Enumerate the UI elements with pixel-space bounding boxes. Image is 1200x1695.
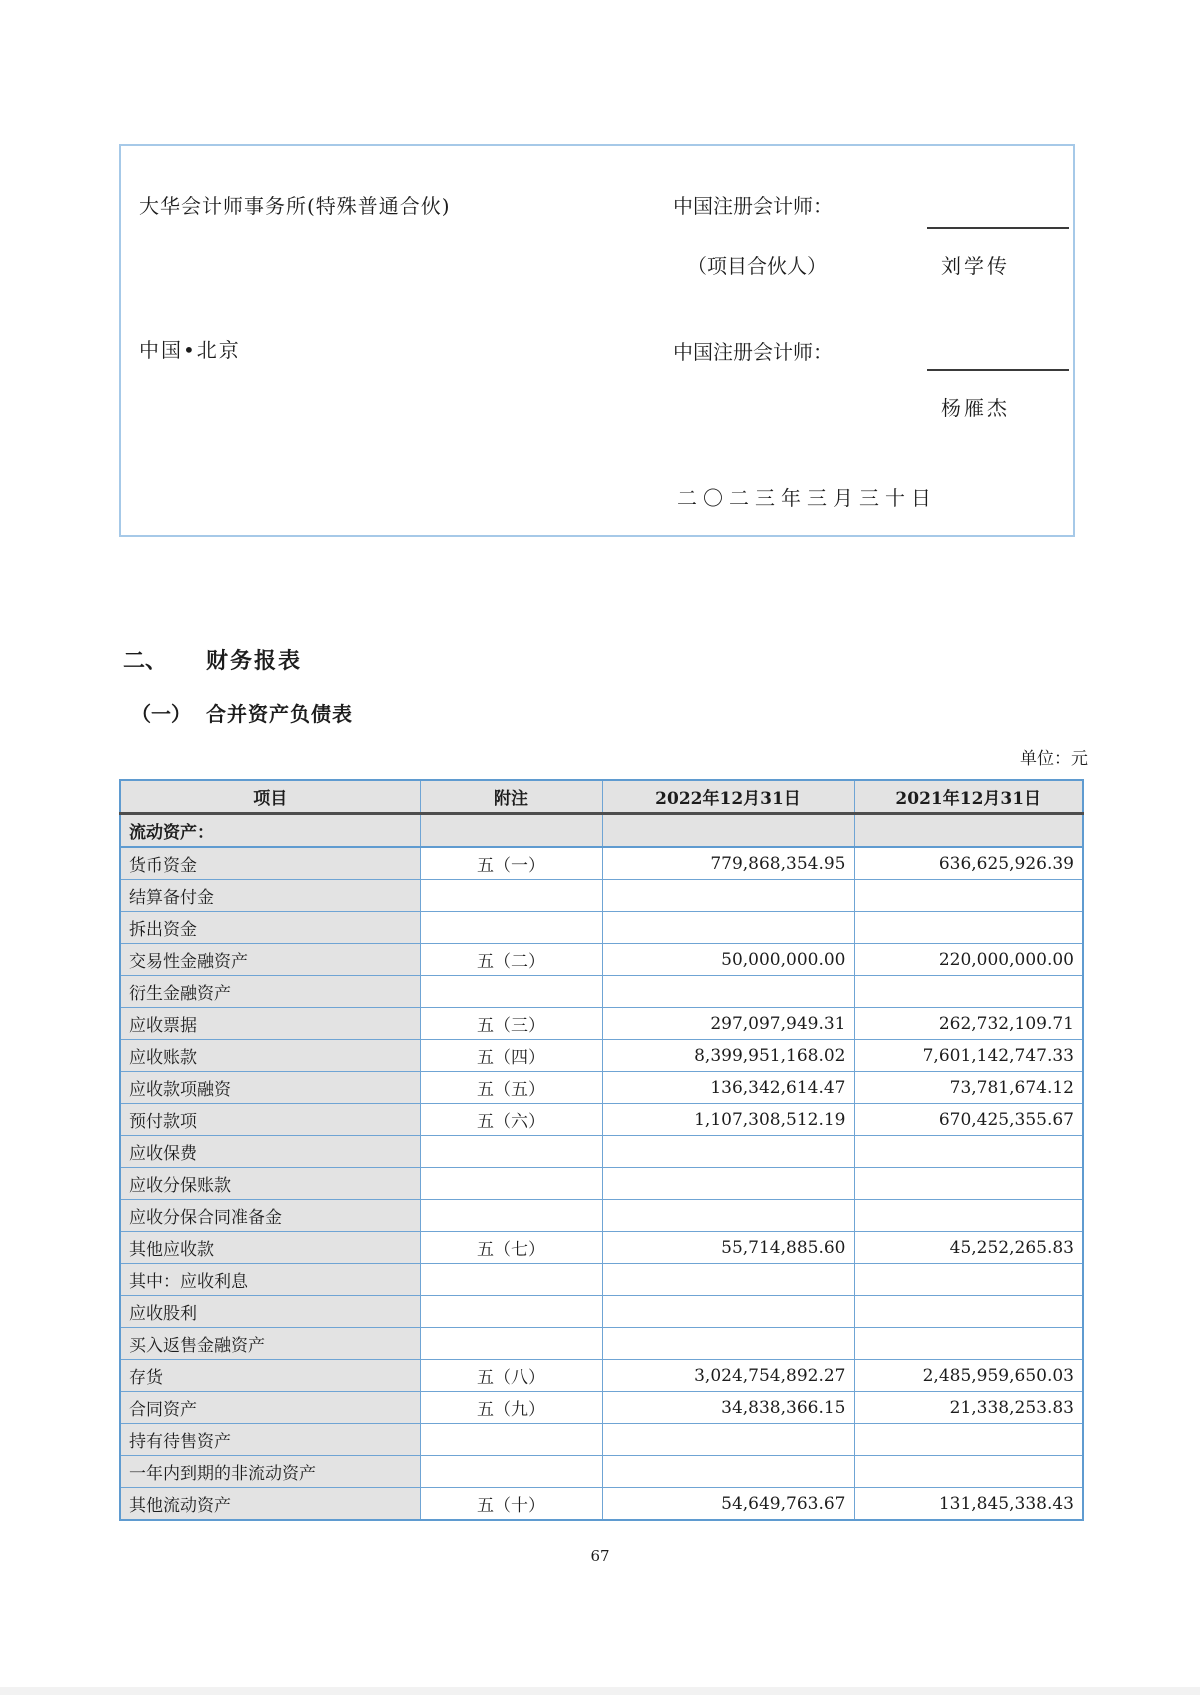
row-2022-cell: 50,000,000.00 bbox=[602, 944, 854, 976]
row-item-cell: 应收票据 bbox=[120, 1008, 420, 1040]
row-2021-cell bbox=[854, 1168, 1083, 1200]
section-title: 财务报表 bbox=[206, 649, 303, 674]
row-2022-cell bbox=[602, 1424, 854, 1456]
row-note-cell bbox=[420, 1136, 602, 1168]
table-row bbox=[120, 1200, 1083, 1232]
row-2022-cell: 54,649,763.67 bbox=[602, 1488, 854, 1521]
row-2021-cell: 2,485,959,650.03 bbox=[854, 1360, 1083, 1392]
table-row bbox=[120, 1424, 1083, 1456]
row-note-cell bbox=[420, 1456, 602, 1488]
row-2022-cell bbox=[602, 1328, 854, 1360]
row-2021-cell: 21,338,253.83 bbox=[854, 1392, 1083, 1424]
row-2022-cell bbox=[602, 1168, 854, 1200]
table-row bbox=[120, 976, 1083, 1008]
row-item-cell: 拆出资金 bbox=[120, 912, 420, 944]
row-note-cell bbox=[420, 1328, 602, 1360]
row-item-cell: 应收分保账款 bbox=[120, 1168, 420, 1200]
row-item-cell: 应收账款 bbox=[120, 1040, 420, 1072]
row-2022-cell: 136,342,614.47 bbox=[602, 1072, 854, 1104]
partner-label: （项目合伙人） bbox=[687, 254, 827, 278]
row-2021-cell: 636,625,926.39 bbox=[854, 847, 1083, 880]
row-2021-cell bbox=[854, 912, 1083, 944]
page-bottom-edge bbox=[0, 1687, 1200, 1695]
row-note-cell: 五（一） bbox=[420, 847, 602, 880]
row-2022-cell bbox=[602, 912, 854, 944]
row-item-cell: 应收保费 bbox=[120, 1136, 420, 1168]
signature-date: 二〇二三年三月三十日 bbox=[677, 486, 937, 510]
row-2022-cell: 297,097,949.31 bbox=[602, 1008, 854, 1040]
row-note-cell bbox=[420, 1296, 602, 1328]
row-item-cell: 衍生金融资产 bbox=[120, 976, 420, 1008]
row-2022-cell bbox=[602, 1456, 854, 1488]
row-2021-cell bbox=[854, 1328, 1083, 1360]
row-note-cell bbox=[420, 814, 602, 848]
table-header-row bbox=[120, 780, 1083, 814]
row-2021-cell bbox=[854, 880, 1083, 912]
row-2021-cell bbox=[854, 1264, 1083, 1296]
row-2022-cell: 8,399,951,168.02 bbox=[602, 1040, 854, 1072]
row-2022-cell bbox=[602, 1264, 854, 1296]
row-2022-cell: 55,714,885.60 bbox=[602, 1232, 854, 1264]
row-item-cell: 应收分保合同准备金 bbox=[120, 1200, 420, 1232]
row-2022-cell: 34,838,366.15 bbox=[602, 1392, 854, 1424]
row-2022-cell bbox=[602, 1136, 854, 1168]
signature-line-2 bbox=[927, 369, 1069, 371]
table-row bbox=[120, 1136, 1083, 1168]
row-item-cell: 应收股利 bbox=[120, 1296, 420, 1328]
table-row bbox=[120, 1328, 1083, 1360]
row-2022-cell bbox=[602, 1296, 854, 1328]
row-note-cell: 五（五） bbox=[420, 1072, 602, 1104]
row-note-cell bbox=[420, 1200, 602, 1232]
row-2022-cell bbox=[602, 814, 854, 848]
row-2022-cell: 1,107,308,512.19 bbox=[602, 1104, 854, 1136]
row-note-cell bbox=[420, 880, 602, 912]
row-note-cell bbox=[420, 912, 602, 944]
row-note-cell: 五（二） bbox=[420, 944, 602, 976]
row-item-cell: 合同资产 bbox=[120, 1392, 420, 1424]
row-2021-cell: 262,732,109.71 bbox=[854, 1008, 1083, 1040]
subsection-number: （一） bbox=[131, 702, 191, 726]
header-2022: 2022年12月31日 bbox=[602, 780, 854, 814]
table-row bbox=[120, 1456, 1083, 1488]
row-item-cell: 货币资金 bbox=[120, 847, 420, 880]
row-note-cell: 五（六） bbox=[420, 1104, 602, 1136]
row-2021-cell bbox=[854, 1424, 1083, 1456]
signature-line-1 bbox=[927, 227, 1069, 229]
row-2021-cell: 7,601,142,747.33 bbox=[854, 1040, 1083, 1072]
row-item-cell: 其他流动资产 bbox=[120, 1488, 420, 1521]
row-2021-cell: 220,000,000.00 bbox=[854, 944, 1083, 976]
table-row bbox=[120, 1008, 1083, 1040]
table-row bbox=[120, 1040, 1083, 1072]
row-item-cell: 其他应收款 bbox=[120, 1232, 420, 1264]
row-item-cell: 存货 bbox=[120, 1360, 420, 1392]
table-row bbox=[120, 1168, 1083, 1200]
row-item-cell: 持有待售资产 bbox=[120, 1424, 420, 1456]
table-row bbox=[120, 1232, 1083, 1264]
row-note-cell: 五（四） bbox=[420, 1040, 602, 1072]
row-2021-cell bbox=[854, 814, 1083, 848]
auditor-signature-box bbox=[119, 144, 1075, 537]
row-item-cell: 预付款项 bbox=[120, 1104, 420, 1136]
row-item-cell: 结算备付金 bbox=[120, 880, 420, 912]
row-note-cell bbox=[420, 976, 602, 1008]
row-item-cell: 买入返售金融资产 bbox=[120, 1328, 420, 1360]
row-note-cell: 五（三） bbox=[420, 1008, 602, 1040]
row-2021-cell: 45,252,265.83 bbox=[854, 1232, 1083, 1264]
row-item-cell: 应收款项融资 bbox=[120, 1072, 420, 1104]
row-note-cell bbox=[420, 1168, 602, 1200]
table-row bbox=[120, 1264, 1083, 1296]
header-item: 项目 bbox=[120, 780, 420, 814]
table-row bbox=[120, 880, 1083, 912]
row-note-cell: 五（十） bbox=[420, 1488, 602, 1521]
table-row bbox=[120, 1104, 1083, 1136]
row-note-cell bbox=[420, 1264, 602, 1296]
row-item-cell: 其中：应收利息 bbox=[120, 1264, 420, 1296]
table-row bbox=[120, 847, 1083, 880]
row-note-cell: 五（八） bbox=[420, 1360, 602, 1392]
row-note-cell: 五（九） bbox=[420, 1392, 602, 1424]
table-row bbox=[120, 1392, 1083, 1424]
table-row bbox=[120, 944, 1083, 976]
table-row bbox=[120, 912, 1083, 944]
unit-label: 单位：元 bbox=[1020, 749, 1088, 769]
row-item-cell: 一年内到期的非流动资产 bbox=[120, 1456, 420, 1488]
table-body bbox=[120, 814, 1083, 1521]
row-2021-cell bbox=[854, 1296, 1083, 1328]
row-item-cell: 流动资产： bbox=[120, 814, 420, 848]
table-row bbox=[120, 814, 1083, 848]
row-2022-cell: 3,024,754,892.27 bbox=[602, 1360, 854, 1392]
row-item-cell: 交易性金融资产 bbox=[120, 944, 420, 976]
table-row bbox=[120, 1488, 1083, 1521]
row-2021-cell: 73,781,674.12 bbox=[854, 1072, 1083, 1104]
row-2021-cell bbox=[854, 1136, 1083, 1168]
row-2022-cell bbox=[602, 1200, 854, 1232]
cpa-name-2: 杨雁杰 bbox=[941, 396, 1010, 420]
section-number: 二、 bbox=[123, 649, 168, 674]
cpa-name-1: 刘学传 bbox=[941, 254, 1010, 278]
row-2021-cell: 670,425,355.67 bbox=[854, 1104, 1083, 1136]
row-note-cell: 五（七） bbox=[420, 1232, 602, 1264]
page-number: 67 bbox=[590, 1547, 610, 1565]
audit-firm-name: 大华会计师事务所(特殊普通合伙) bbox=[139, 194, 451, 218]
audit-firm-location: 中国•北京 bbox=[139, 338, 241, 362]
row-2021-cell: 131,845,338.43 bbox=[854, 1488, 1083, 1521]
table-row bbox=[120, 1072, 1083, 1104]
row-2021-cell bbox=[854, 1456, 1083, 1488]
row-2022-cell bbox=[602, 880, 854, 912]
row-note-cell bbox=[420, 1424, 602, 1456]
cpa-label-2: 中国注册会计师： bbox=[673, 340, 833, 364]
header-2021: 2021年12月31日 bbox=[854, 780, 1083, 814]
row-2021-cell bbox=[854, 1200, 1083, 1232]
table-row bbox=[120, 1360, 1083, 1392]
row-2022-cell bbox=[602, 976, 854, 1008]
subsection-title: 合并资产负债表 bbox=[206, 702, 353, 726]
header-note: 附注 bbox=[420, 780, 602, 814]
row-2021-cell bbox=[854, 976, 1083, 1008]
balance-sheet-table bbox=[119, 779, 1084, 1521]
cpa-label-1: 中国注册会计师： bbox=[673, 194, 833, 218]
table-row bbox=[120, 1296, 1083, 1328]
row-2022-cell: 779,868,354.95 bbox=[602, 847, 854, 880]
